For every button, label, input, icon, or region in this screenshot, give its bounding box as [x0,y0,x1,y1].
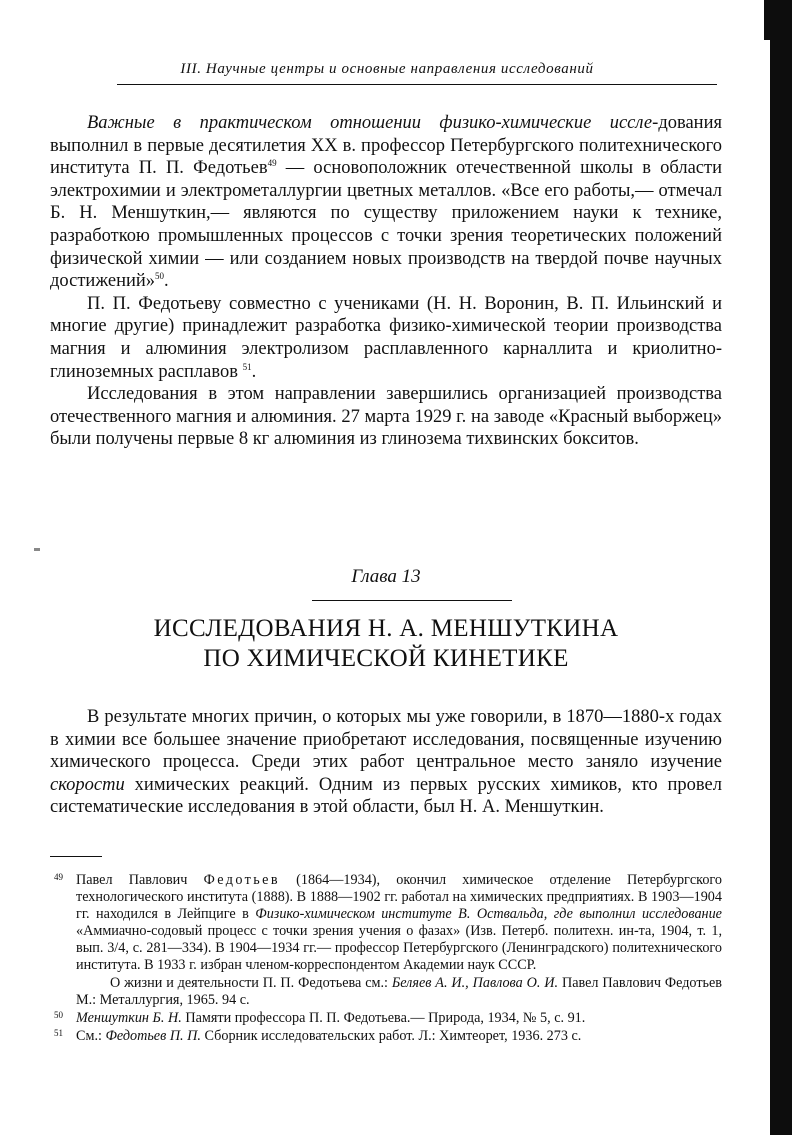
footnote-text: См.: [76,1027,106,1044]
paragraph-fedotiev-intro [50,112,722,293]
section-kinetics [50,706,722,819]
paragraph-text: В результате многих причин, о которых мы уже говорили, в 1870—1880-х годах в химии все большее значение приобретают исследования, посвященные изучению химического процесса. Среди этих работ центральное место заняло изучение [50,707,722,773]
footnote-text: Памяти профессора П. П. Федотьева.— Природа, 1934, № 5, с. 91. [181,1009,586,1026]
paragraph-text-continued: химических реакций. Одним из первых русских химиков, кто провел систематические исследования в этой области, был Н. А. Меншуткин. [50,774,722,818]
paragraph-kinetics-intro [50,706,722,819]
footnote-text: Павел Павлович [76,872,204,888]
footnote-ref-51: 51 [242,361,252,372]
footnote-text: «Аммиачно-содовый процесс с точки зрения учения о фазах» (Изв. Петерб. политехн. ин-та, 1904, т. 1, вып. 3/4, с. 281—334). В 1904—1934 гг.— профессор Петербургского (Ленинградского) политехнического института. В 1933 г. избран членом-корреспондентом Академии наук СССР. [76,923,722,974]
running-head-rule [117,84,717,85]
footnote-51 [50,1028,722,1045]
paragraph-emphasis: скорости [50,774,125,795]
chapter-title [0,614,772,674]
footnote-49 [50,872,722,1009]
footnote-50 [50,1010,722,1027]
paragraph-text-continued: — основоположник отечественной школы в области электрохимии и электрометаллургии цветных металлов. «Все его работы,— отмечал Б. Н. Меншуткин,— являются по существу приложением науки к технике, разработкою промышленных процессов с точки зрения теоретических положений физической химии — или созданием новых производств на твердой почве научных достижений» [50,158,722,292]
footnote-italic: Федотьев П. П. [105,1027,201,1044]
chapter-title-line-1: ИССЛЕДОВАНИЯ Н. А. МЕНШУТКИНА [153,615,619,642]
footnotes [50,872,722,1046]
footnote-italic: Физико-химическом институте В. Оствальда, где выполнил исследование [255,906,722,923]
footnote-text: Павел Павлович Федотьев М.: Металлургия, 1965. 94 с. [76,974,723,1008]
footnote-italic: Меншуткин Б. Н. [76,1009,182,1026]
chapter-title-line-2: ПО ХИМИЧЕСКОЙ КИНЕТИКЕ [203,645,569,672]
footnote-49-sources [76,975,722,1009]
footnote-number: 51 [54,1027,63,1038]
paragraph-text: П. П. Федотьеву совместно с учениками (Н. Н. Воронин, В. П. Ильинский и многие другие) принадлежит разработка физико-химической теории производства магния и алюминия электролизом расплавленного карналлита и криолитно-глиноземных расплавов [50,293,722,382]
scan-edge-shadow [770,0,792,1135]
scan-smudge [34,548,40,551]
scan-edge-notch [764,0,778,40]
section-fedotiev [50,112,722,451]
paragraph-students [50,293,722,383]
paragraph-end: . [251,361,257,382]
footnote-text: Сборник исследовательских работ. Л.: Химтеорет, 1936. 273 с. [200,1027,582,1044]
footnote-number: 49 [54,872,63,882]
paragraph-lead-italic: Важные в практическом отношении физико-химические иссле- [87,113,659,133]
footnote-text: О жизни и деятельности П. П. Федотьева см.: [110,974,392,991]
footnote-number: 50 [54,1009,63,1020]
footnote-surname: Федотьев [203,872,280,888]
running-head: III. Научные центры и основные направления исследований [180,61,594,77]
paragraph-text: дования выполнил в первые десятилетия XX в. профессор Петербургского политехнического института П. П. Федотьев [50,113,722,179]
footnote-text: (1864—1934), окончил химическое отделение Петербургского технологического института (1888). В 1888—1902 гг. работал на химических предприятиях. В 1903—1904 гг. находился в Лейпциге в [76,872,722,923]
footnote-rule [50,856,102,857]
footnote-ref-50: 50 [155,271,165,282]
chapter-label: Глава 13 [351,566,421,587]
footnote-italic: Беляев А. И., Павлова О. И. [391,974,559,991]
paragraph-aluminium [50,383,722,451]
paragraph-text: Исследования в этом направлении завершились организацией производства отечественного магния и алюминия. 27 марта 1929 г. на заводе «Красный выборжец» были получены первые 8 кг алюминия из глинозема тихвинских бокситов. [50,384,722,450]
chapter-rule [312,600,512,601]
footnote-ref-49: 49 [267,158,277,169]
paragraph-end: . [164,271,169,292]
